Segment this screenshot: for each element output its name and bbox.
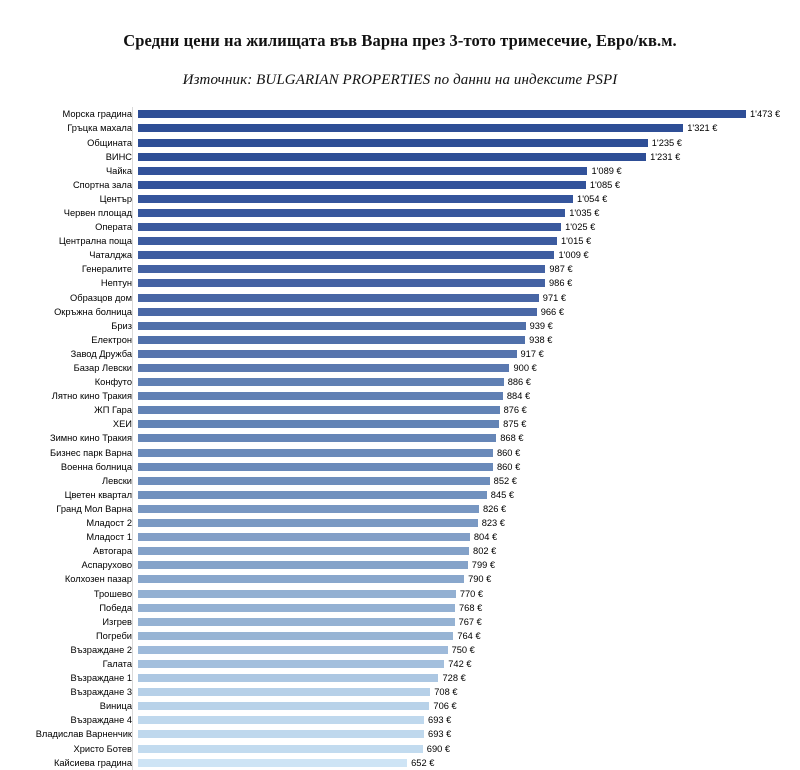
category-label: Операта <box>95 222 132 233</box>
bar <box>138 590 456 598</box>
bar-row <box>0 192 800 206</box>
bar-container <box>138 262 800 276</box>
bar-container <box>138 347 800 361</box>
bar-value-label: 823 € <box>481 518 505 529</box>
bar-container <box>138 699 800 713</box>
category-label: Галата <box>102 658 132 669</box>
category-label: Завод Дружба <box>70 348 132 359</box>
category-label: Бизнес парк Варна <box>50 447 132 458</box>
bar-value-label: 884 € <box>506 391 531 402</box>
bar <box>138 420 499 428</box>
category-label: ХЕИ <box>112 419 132 430</box>
bar-value-label: 852 € <box>493 475 517 486</box>
bar-row <box>0 276 800 290</box>
category-label: Електрон <box>91 334 132 345</box>
bar-value-label: 693 € <box>428 715 452 726</box>
bar-row <box>0 403 800 417</box>
bar <box>138 660 444 668</box>
category-label: Базар Левски <box>73 363 132 373</box>
bar-container <box>138 333 800 347</box>
bar-row <box>0 699 800 713</box>
bar <box>138 406 500 414</box>
bar-container <box>138 431 800 445</box>
bar-value-label: 1'235 € <box>651 137 682 148</box>
bar-row <box>0 460 800 474</box>
bar <box>138 237 557 245</box>
category-label: Аспарухово <box>81 560 132 571</box>
bar <box>138 730 424 738</box>
category-label: Зимно кино Тракия <box>49 433 132 444</box>
bar-row <box>0 756 800 770</box>
bar-row <box>0 558 800 572</box>
bar-value-label: 1'231 € <box>650 151 681 162</box>
bar-row <box>0 178 800 192</box>
bar-container <box>138 629 800 643</box>
bar-value-label: 802 € <box>473 546 497 557</box>
bar-row <box>0 305 800 319</box>
bar <box>138 350 517 358</box>
bar-row <box>0 685 800 699</box>
bar-value-label: 652 € <box>411 757 435 768</box>
bar-row <box>0 488 800 502</box>
bar-row <box>0 727 800 741</box>
bar-row <box>0 121 800 135</box>
bar-value-label: 690 € <box>426 743 451 754</box>
bar-value-label: 966 € <box>540 306 564 317</box>
bar-row <box>0 234 800 248</box>
bar-container <box>138 502 800 516</box>
plot-area <box>0 107 800 769</box>
bar-container <box>138 657 800 671</box>
category-label: Окръжна болница <box>54 306 132 317</box>
category-label: Автогара <box>93 546 132 557</box>
bar-row <box>0 319 800 333</box>
bar-row <box>0 474 800 488</box>
bar-container <box>138 107 800 121</box>
bar-container <box>138 558 800 572</box>
bar-container <box>138 121 800 135</box>
bar <box>138 139 648 147</box>
category-label: Морска градина <box>62 109 132 120</box>
bar-row <box>0 530 800 544</box>
bar <box>138 294 539 302</box>
bar-row <box>0 107 800 121</box>
bar <box>138 463 493 471</box>
bar-row <box>0 150 800 164</box>
bar-value-label: 728 € <box>442 673 466 684</box>
bar <box>138 688 430 696</box>
bar-value-label: 938 € <box>529 334 553 345</box>
bar <box>138 434 496 442</box>
bar-row <box>0 446 800 460</box>
bar-value-label: 886 € <box>507 377 531 388</box>
bar-row <box>0 347 800 361</box>
bar-container <box>138 586 800 600</box>
bar-container <box>138 192 800 206</box>
bar-container <box>138 727 800 741</box>
bar <box>138 533 470 541</box>
category-label: ВИНС <box>105 151 132 162</box>
category-label: Възраждане 2 <box>70 644 132 655</box>
bar-value-label: 1'321 € <box>687 123 718 134</box>
bar <box>138 674 438 682</box>
bar-row <box>0 431 800 445</box>
category-label: Трошево <box>93 588 132 599</box>
bar-container <box>138 150 800 164</box>
category-label: Нептун <box>100 278 132 289</box>
bar <box>138 153 646 161</box>
category-label: Цветен квартал <box>64 489 132 500</box>
bar <box>138 575 464 583</box>
bar-container <box>138 601 800 615</box>
category-label: Колхозен пазар <box>64 574 132 585</box>
bar <box>138 618 455 626</box>
bar-row <box>0 333 800 347</box>
bar-value-label: 1'054 € <box>577 193 608 204</box>
bar-row <box>0 516 800 530</box>
bar-value-label: 876 € <box>503 405 527 416</box>
category-label: Лятно кино Тракия <box>51 391 132 402</box>
category-label: Победа <box>99 602 132 613</box>
category-label: Изгрев <box>102 616 132 627</box>
bar-container <box>138 474 800 488</box>
bar-row <box>0 206 800 220</box>
bar-container <box>138 530 800 544</box>
bar-value-label: 845 € <box>490 489 515 500</box>
bar-row <box>0 361 800 375</box>
bar-row <box>0 741 800 755</box>
category-label: ЖП Гара <box>94 405 132 416</box>
bar <box>138 632 453 640</box>
bar-row <box>0 615 800 629</box>
category-label: Център <box>99 193 132 204</box>
bar-value-label: 799 € <box>471 560 496 571</box>
bar-container <box>138 417 800 431</box>
bar-row <box>0 135 800 149</box>
bar-container <box>138 375 800 389</box>
bar-container <box>138 446 800 460</box>
bar <box>138 646 448 654</box>
bar-value-label: 1'473 € <box>750 109 781 120</box>
category-label: Бриз <box>111 320 132 331</box>
bar-value-label: 1'015 € <box>560 236 592 247</box>
bar-row <box>0 220 800 234</box>
bar-row <box>0 572 800 586</box>
category-label: Младост 2 <box>86 518 132 529</box>
bar <box>138 195 573 203</box>
bar-row <box>0 389 800 403</box>
bar-row <box>0 671 800 685</box>
bar-value-label: 764 € <box>457 630 481 641</box>
category-label: Младост 1 <box>86 532 132 543</box>
bar-value-label: 750 € <box>451 644 475 655</box>
chart-subtitle: Източник: BULGARIAN PROPERTIES по данни на индексите PSPI <box>182 72 618 89</box>
bar <box>138 336 525 344</box>
bar <box>138 392 503 400</box>
category-label: Централна поща <box>58 236 132 247</box>
bar-row <box>0 164 800 178</box>
bar-value-label: 1'025 € <box>565 222 596 233</box>
bar-container <box>138 164 800 178</box>
bar-value-label: 875 € <box>503 419 527 430</box>
category-label: Владислав Варненчик <box>35 729 132 740</box>
bar-value-label: 767 € <box>458 616 482 627</box>
bar-value-label: 768 € <box>459 602 483 613</box>
bar <box>138 449 493 457</box>
bar <box>138 209 565 217</box>
bar <box>138 251 554 259</box>
bar-row <box>0 586 800 600</box>
bar-container <box>138 178 800 192</box>
bar <box>138 167 587 175</box>
bar-row <box>0 601 800 615</box>
bar-value-label: 860 € <box>496 447 521 458</box>
bar-container <box>138 234 800 248</box>
bar-value-label: 1'089 € <box>591 165 622 176</box>
bar-container <box>138 276 800 290</box>
bar-value-label: 1'085 € <box>589 179 621 190</box>
bar-container <box>138 741 800 755</box>
bar-row <box>0 544 800 558</box>
bar-container <box>138 305 800 319</box>
bar-value-label: 868 € <box>500 433 524 444</box>
bar-row <box>0 248 800 262</box>
bar-container <box>138 220 800 234</box>
bar-row <box>0 657 800 671</box>
bar <box>138 716 424 724</box>
bar-row <box>0 262 800 276</box>
bar-value-label: 770 € <box>459 588 484 599</box>
page-title: Средни цени на жилищата във Варна през 3-тото тримесечие, Евро/кв.м. <box>123 31 677 50</box>
bar-container <box>138 248 800 262</box>
bar-rows <box>0 107 800 769</box>
bar <box>138 279 545 287</box>
bar-value-label: 804 € <box>473 532 498 543</box>
bar <box>138 561 468 569</box>
category-label: Христо Ботев <box>73 743 132 754</box>
bar-container <box>138 206 800 220</box>
bar-value-label: 971 € <box>542 292 567 303</box>
bar <box>138 491 487 499</box>
bar-value-label: 917 € <box>520 348 544 359</box>
bar <box>138 110 746 118</box>
bar <box>138 702 429 710</box>
bar <box>138 378 504 386</box>
bar-container <box>138 460 800 474</box>
bar <box>138 604 455 612</box>
category-label: Левски <box>101 475 132 486</box>
bar <box>138 124 683 132</box>
value-axis-line <box>132 107 133 769</box>
category-label: Общината <box>87 137 132 148</box>
bar-value-label: 693 € <box>428 729 452 740</box>
bar <box>138 547 469 555</box>
bar-value-label: 708 € <box>434 687 458 698</box>
bar-container <box>138 685 800 699</box>
bar-container <box>138 319 800 333</box>
category-label: Погреби <box>96 630 132 641</box>
category-label: Генералите <box>81 264 132 275</box>
bar-value-label: 826 € <box>482 503 507 514</box>
bar <box>138 265 545 273</box>
bar-value-label: 1'009 € <box>558 250 589 261</box>
bar-container <box>138 643 800 657</box>
bar-value-label: 1'035 € <box>569 207 600 218</box>
bar <box>138 223 561 231</box>
category-label: Конфуто <box>94 377 132 388</box>
bar-row <box>0 290 800 304</box>
bar-container <box>138 135 800 149</box>
bar-container <box>138 361 800 375</box>
bar-value-label: 742 € <box>448 658 472 669</box>
bar <box>138 519 478 527</box>
category-label: Чаталджа <box>89 250 132 261</box>
bar-value-label: 987 € <box>549 264 573 275</box>
bar-row <box>0 417 800 431</box>
bar-container <box>138 615 800 629</box>
bar-value-label: 706 € <box>433 701 457 712</box>
bar-row <box>0 643 800 657</box>
category-label: Чайка <box>105 165 132 176</box>
bar-container <box>138 488 800 502</box>
category-label: Възраждане 3 <box>70 687 132 698</box>
bar <box>138 181 586 189</box>
title-block <box>0 0 800 89</box>
bar-row <box>0 713 800 727</box>
category-label: Възраждане 4 <box>70 715 132 726</box>
category-label: Виница <box>99 701 132 712</box>
bar-value-label: 900 € <box>513 363 537 373</box>
bar <box>138 759 407 767</box>
bar <box>138 477 490 485</box>
bar-row <box>0 502 800 516</box>
bar-value-label: 986 € <box>548 278 573 289</box>
bar-container <box>138 389 800 403</box>
bar <box>138 322 526 330</box>
bar-container <box>138 713 800 727</box>
bar <box>138 745 423 753</box>
bar-container <box>138 544 800 558</box>
bar <box>138 308 537 316</box>
bar-row <box>0 375 800 389</box>
category-label: Военна болница <box>60 461 132 472</box>
bar-container <box>138 572 800 586</box>
bar-value-label: 790 € <box>468 574 492 585</box>
bar-row <box>0 629 800 643</box>
bar-container <box>138 671 800 685</box>
bar-value-label: 860 € <box>496 461 521 472</box>
bar <box>138 364 509 372</box>
bar-container <box>138 516 800 530</box>
bar-container <box>138 403 800 417</box>
category-label: Гранд Мол Варна <box>56 503 132 514</box>
bar-container <box>138 756 800 770</box>
bar-value-label: 939 € <box>529 320 553 331</box>
category-label: Възраждане 1 <box>70 673 132 684</box>
category-label: Образцов дом <box>70 292 132 303</box>
bar-container <box>138 290 800 304</box>
category-label: Гръцка махала <box>67 123 132 134</box>
category-label: Червен площад <box>63 207 132 218</box>
category-label: Кайсиева градина <box>53 757 132 768</box>
bar <box>138 505 479 513</box>
category-label: Спортна зала <box>72 179 132 190</box>
